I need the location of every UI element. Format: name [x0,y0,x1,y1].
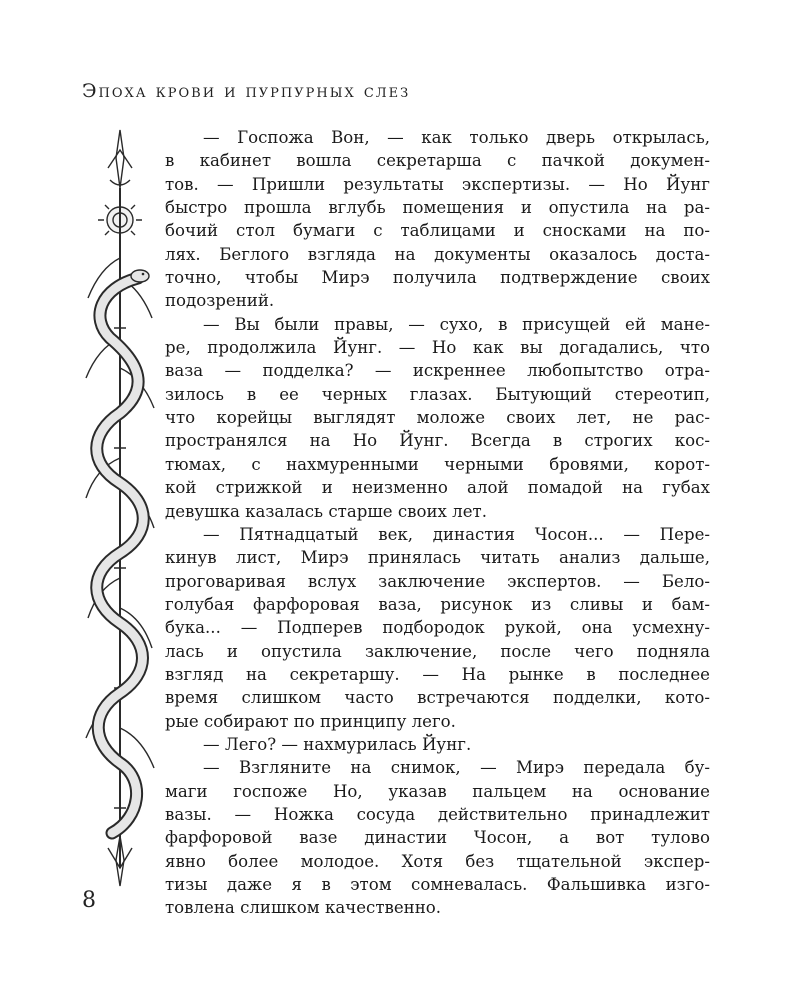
text-line: голубая фарфоровая ваза, рисунок из сливы и бам- [165,594,710,614]
text-line: проговаривая вслух заключение экспертов. — Бело- [165,571,710,591]
text-line: тов. — Пришли результаты экспертизы. — Но Йунг [165,174,710,194]
text-line: тизы даже я в этом сомневалась. Фальшивка изго- [165,875,710,894]
text-line: ваза — подделка? — искреннее любопытство отра- [165,361,710,381]
text-line: время слишком часто встречаются подделки, кото- [165,688,710,708]
text-line: — Госпожа Вон, — как только дверь открылась, [203,128,710,147]
text-line: вазы. — Ножка сосуда действительно принадлежит [165,804,710,824]
text-line: что корейцы выглядят моложе своих лет, не рас- [165,408,710,428]
text-line: кинув лист, Мирэ принялась читать анализ дальше, [165,548,710,568]
page-number: 8 [82,888,96,913]
text-line: пространялся на Но Йунг. Всегда в строгих кос- [165,431,710,451]
text-line: товлена слишком качественно. [165,898,442,918]
text-line: фарфоровой вазе династии Чосон, а вот тулово [165,828,710,848]
text-line: в кабинет вошла секретарша с пачкой докумен- [165,151,710,171]
body-text [165,126,710,920]
running-header: Эпоха крови и пурпурных слез [82,80,411,102]
text-line: маги госпоже Но, указав пальцем на основание [165,781,710,801]
text-line: тюмах, с нахмуренными черными бровями, корот- [165,454,710,474]
text-line: — Взгляните на снимок, — Мирэ передала бу- [203,758,710,778]
text-line: девушка казалась старше своих лет. [165,501,487,521]
text-line: рые собирают по принципу лего. [165,711,456,731]
text-line: точно, чтобы Мирэ получила подтверждение своих [165,268,710,288]
text-line: явно более молодое. Хотя без тщательной экспер- [165,851,710,871]
text-line: взгляд на секретаршу. — На рынке в последнее [165,664,710,684]
text-line: — Пятнадцатый век, династия Чосон... — Пере- [203,524,710,544]
text-line: кой стрижкой и неизменно алой помадой на губах [165,478,710,498]
text-line: лась и опустила заключение, после чего подняла [165,641,710,661]
text-line: — Вы были правы, — сухо, в присущей ей мане- [203,314,710,334]
serpent-vine-border-icon [80,128,160,888]
text-line: лях. Беглого взгляда на документы оказалось доста- [165,244,710,264]
text-line: быстро прошла вглубь помещения и опустила на ра- [165,198,710,218]
text-line: подозрений. [165,291,275,311]
text-line: — Лего? — нахмурилась Йунг. [203,734,472,754]
text-line: бочий стол бумаги с таблицами и сносками на по- [165,221,710,241]
text-line: ре, продолжила Йунг. — Но как вы догадались, что [165,338,710,358]
text-line: зилось в ее черных глазах. Бытующий стереотип, [165,384,710,404]
text-line: бука... — Подперев подбородок рукой, она усмехну- [165,618,710,638]
